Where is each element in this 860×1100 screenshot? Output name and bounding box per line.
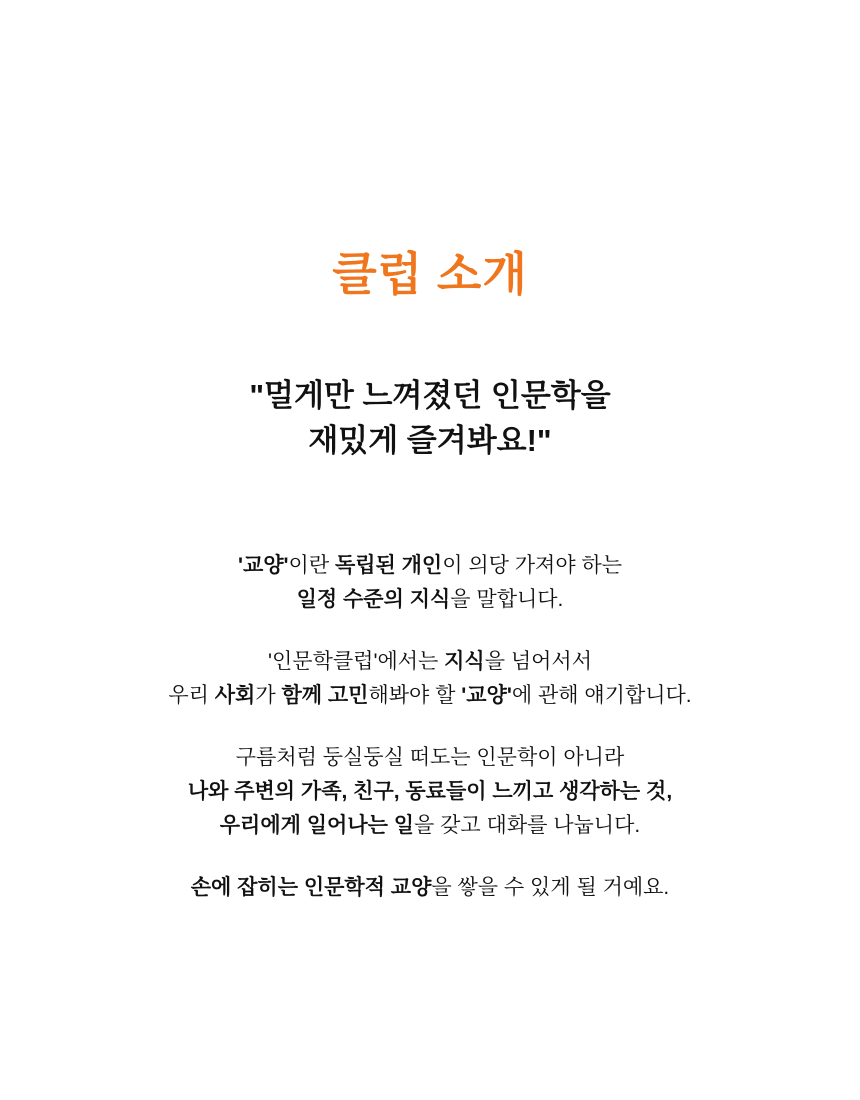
emphasis-text: 독립된 개인 bbox=[334, 554, 443, 578]
emphasis-text: '교양' bbox=[461, 684, 512, 708]
plain-text: 을 말합니다. bbox=[450, 588, 564, 612]
plain-text: 구름처럼 둥실둥실 떠도는 인문학이 아니라 bbox=[235, 746, 625, 770]
plain-text: '인문학클럽'에서는 bbox=[268, 650, 445, 674]
plain-text: 이 의당 가져야 하는 bbox=[442, 554, 623, 578]
paragraph-line bbox=[0, 775, 860, 809]
paragraph-line bbox=[0, 583, 860, 617]
plain-text: 을 쌓을 수 있게 될 거예요. bbox=[431, 876, 670, 900]
emphasis-text: 지식 bbox=[444, 650, 485, 674]
page-title: 클럽 소개 bbox=[332, 248, 528, 300]
emphasis-text: 일정 수준의 지식 bbox=[296, 588, 451, 612]
intro-body bbox=[0, 549, 860, 905]
paragraph-line bbox=[0, 645, 860, 679]
plain-text: 을 넘어서서 bbox=[484, 650, 592, 674]
paragraph-line bbox=[0, 741, 860, 775]
paragraph-line bbox=[0, 809, 860, 843]
plain-text: 을 갖고 대화를 나눕니다. bbox=[414, 814, 641, 838]
plain-text: 이란 bbox=[288, 554, 335, 578]
plain-text: 해봐야 할 bbox=[368, 684, 462, 708]
paragraph-line bbox=[0, 871, 860, 905]
paragraph-not-abstract bbox=[0, 741, 860, 843]
emphasis-text: 우리에게 일어나는 일 bbox=[219, 814, 415, 838]
subtitle-line-2: 재밌게 즐겨봐요!" bbox=[308, 422, 552, 458]
paragraph-line bbox=[0, 549, 860, 583]
paragraph-line bbox=[0, 679, 860, 713]
emphasis-text: 사회 bbox=[214, 684, 256, 708]
emphasis-text: 손에 잡히는 인문학적 교양 bbox=[190, 876, 432, 900]
emphasis-text: 함께 고민 bbox=[281, 684, 369, 708]
plain-text: 가 bbox=[255, 684, 282, 708]
page-subtitle bbox=[249, 374, 610, 464]
plain-text: 우리 bbox=[168, 684, 215, 708]
paragraph-club-topic bbox=[0, 645, 860, 713]
paragraph-conclusion bbox=[0, 871, 860, 905]
plain-text: 에 관해 얘기합니다. bbox=[511, 684, 692, 708]
subtitle-line-1: "멀게만 느껴졌던 인문학을 bbox=[249, 377, 611, 413]
emphasis-text: 나와 주변의 가족, 친구, 동료들이 느끼고 생각하는 것, bbox=[187, 780, 673, 804]
emphasis-text: '교양' bbox=[237, 554, 289, 578]
paragraph-definition bbox=[0, 549, 860, 617]
